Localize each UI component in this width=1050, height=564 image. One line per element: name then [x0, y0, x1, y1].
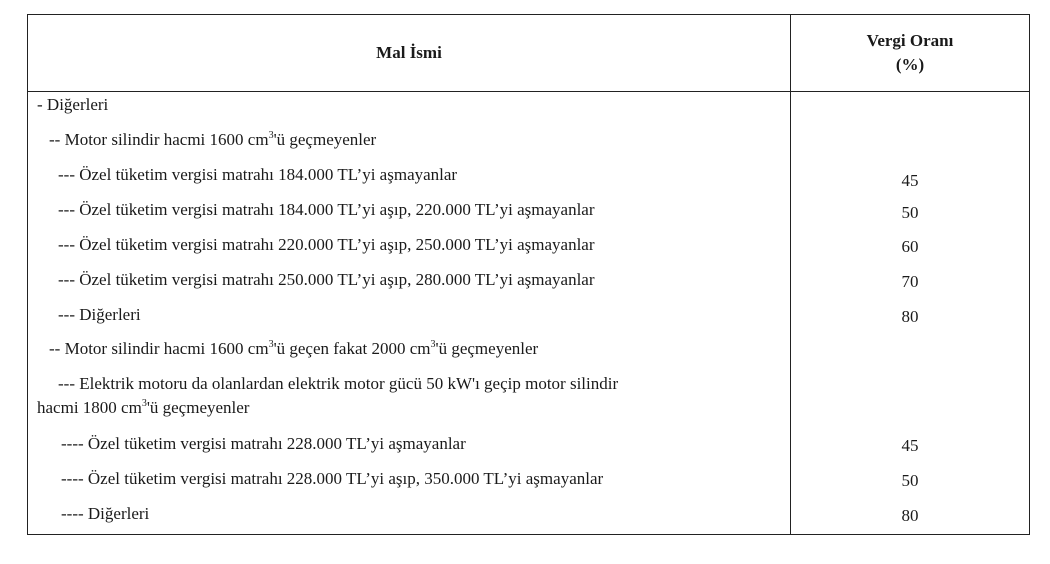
row-rate: 45: [901, 171, 919, 190]
row-label: --- Özel tüketim vergisi matrahı 250.000 TL’yi aşıp, 280.000 TL’yi aşmayanlar: [58, 270, 595, 289]
row-rate: 50: [901, 203, 919, 222]
row-label: --- Özel tüketim vergisi matrahı 220.000 TL’yi aşıp, 250.000 TL’yi aşmayanlar: [58, 235, 595, 254]
row-rate: 80: [901, 307, 919, 326]
row-label: - Diğerleri: [37, 95, 109, 114]
header-tax-rate: [791, 15, 1029, 91]
row-label-line2: hacmi 1800 $cm^3'ü$ geçmeyenler: [37, 398, 250, 417]
header-tax-rate-unit: (%): [895, 55, 925, 74]
row-rate: 50: [901, 471, 919, 490]
row-rate: 60: [901, 237, 919, 256]
row-label: -- Motor silindir hacmi 1600 $cm^3'ü$ geçmeyenler: [49, 130, 377, 149]
row-label: ---- Diğerleri: [61, 504, 150, 523]
row-label: -- Motor silindir hacmi 1600 $cm^3'ü$ geçen fakat 2000 $cm^3'ü$ geçmeyenler: [49, 339, 539, 358]
header-tax-rate-label: Vergi Oranı: [866, 31, 954, 50]
row-rate: 45: [901, 436, 919, 455]
row-label: --- Diğerleri: [58, 305, 141, 324]
row-label: --- Özel tüketim vergisi matrahı 184.000 TL’yi aşmayanlar: [58, 165, 458, 184]
header-goods-name: Mal İsmi: [376, 43, 442, 62]
row-label: ---- Özel tüketim vergisi matrahı 228.000 TL’yi aşıp, 350.000 TL’yi aşmayanlar: [61, 469, 604, 488]
row-label: --- Özel tüketim vergisi matrahı 184.000 TL’yi aşıp, 220.000 TL’yi aşmayanlar: [58, 200, 595, 219]
row-rate: 80: [901, 506, 919, 525]
row-rate: 70: [901, 272, 919, 291]
row-label: ---- Özel tüketim vergisi matrahı 228.000 TL’yi aşmayanlar: [61, 434, 466, 453]
tax-rate-table: [27, 14, 1030, 535]
header-divider: [28, 91, 1029, 92]
row-label-line1: --- Elektrik motoru da olanlardan elektrik motor gücü 50 kW'ı geçip motor silindir: [58, 374, 619, 393]
